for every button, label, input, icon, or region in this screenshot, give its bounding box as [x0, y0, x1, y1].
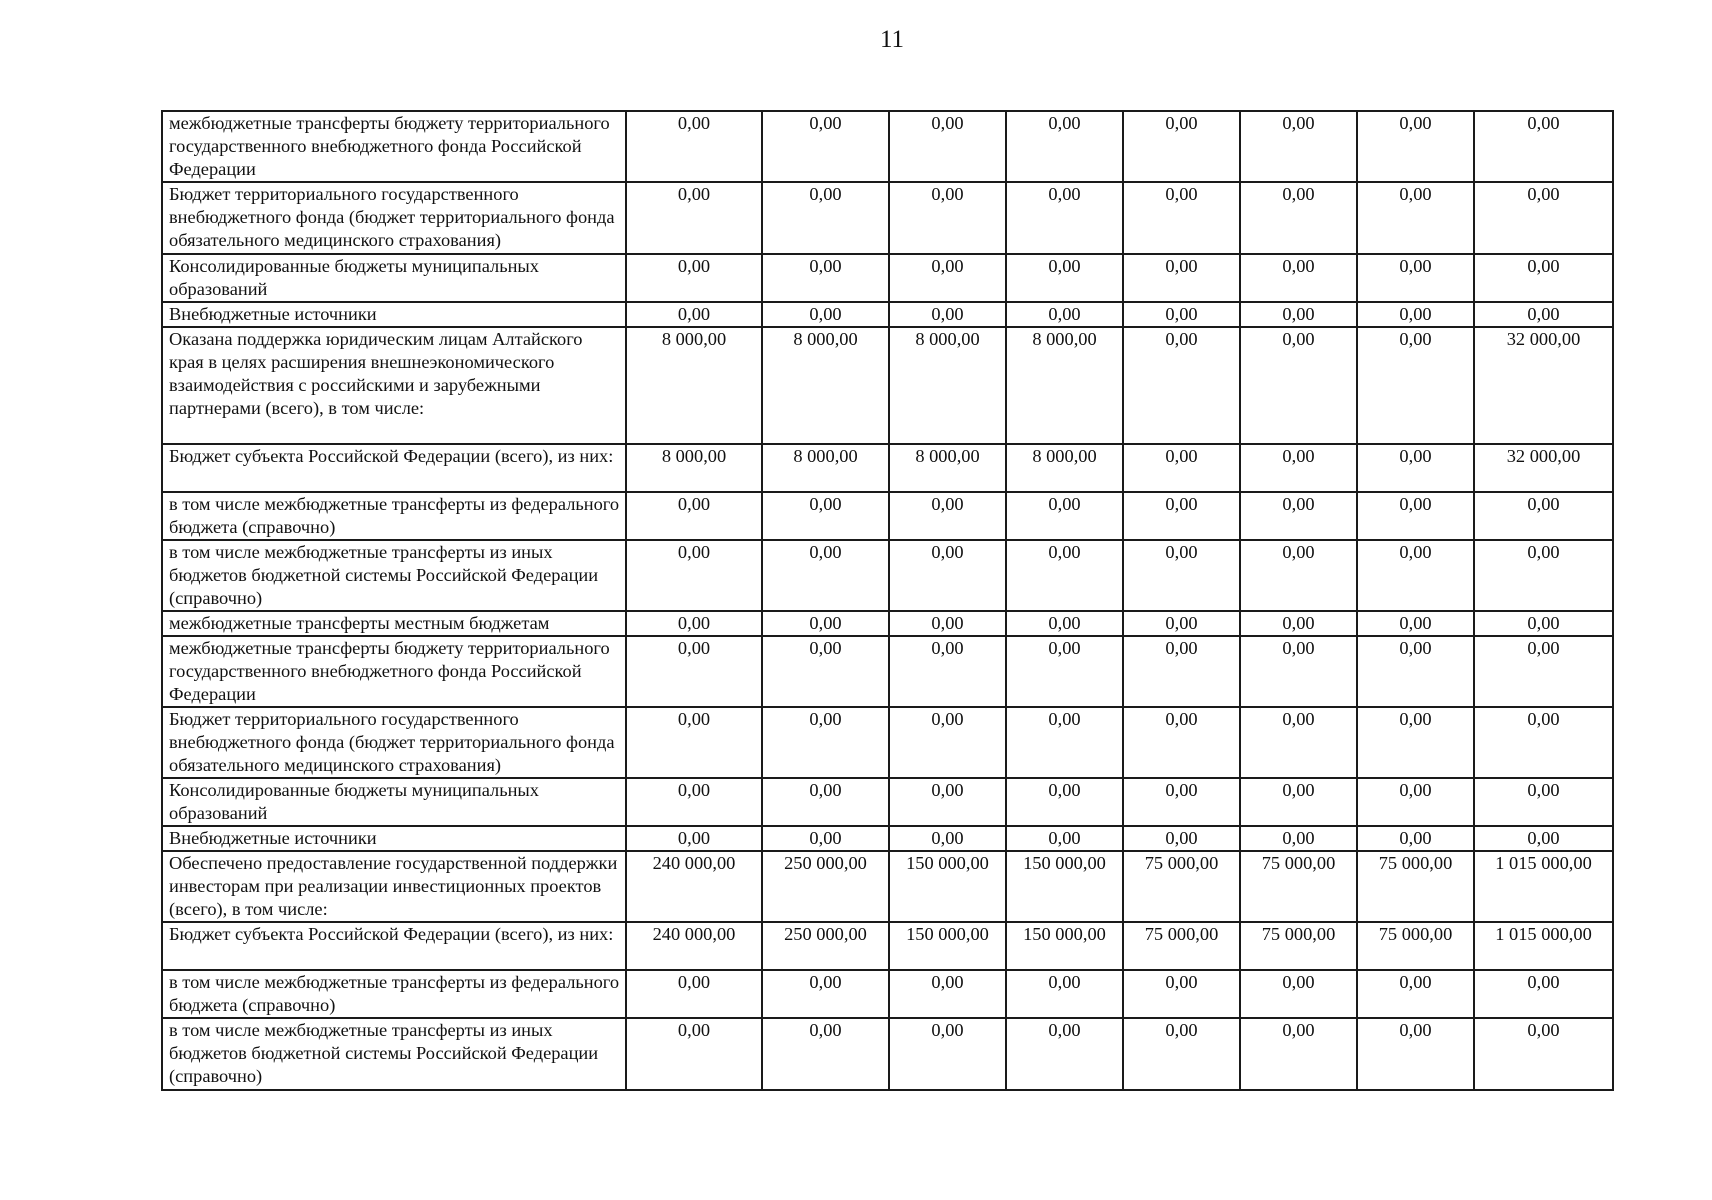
- table-row: [162, 540, 1613, 611]
- table-row: [162, 611, 1613, 636]
- value-cell: 0,00: [626, 492, 762, 540]
- row-label-cell: Внебюджетные источники: [162, 826, 626, 851]
- table-row: [162, 254, 1613, 302]
- table-row: [162, 1018, 1613, 1090]
- value-cell: 0,00: [1474, 182, 1613, 254]
- value-cell: 0,00: [1006, 636, 1123, 707]
- value-cell: 0,00: [1240, 182, 1357, 254]
- value-cell: 75 000,00: [1240, 922, 1357, 970]
- row-label-cell: в том числе межбюджетные трансферты из иных бюджетов бюджетной системы Российской Федерации (справочно): [162, 1018, 626, 1090]
- value-cell: 0,00: [762, 611, 889, 636]
- value-cell: 0,00: [1357, 611, 1474, 636]
- value-cell: 150 000,00: [1006, 851, 1123, 922]
- value-cell: 0,00: [1123, 1018, 1240, 1090]
- row-label-cell: в том числе межбюджетные трансферты из иных бюджетов бюджетной системы Российской Федерации (справочно): [162, 540, 626, 611]
- value-cell: 0,00: [626, 826, 762, 851]
- value-cell: 0,00: [1006, 540, 1123, 611]
- value-cell: 250 000,00: [762, 851, 889, 922]
- row-label-cell: межбюджетные трансферты местным бюджетам: [162, 611, 626, 636]
- page-number: 11: [879, 26, 905, 53]
- row-label-cell: Обеспечено предоставление государственной поддержки инвесторам при реализации инвестиционных проектов (всего), в том числе:: [162, 851, 626, 922]
- row-label-cell: межбюджетные трансферты бюджету территориального государственного внебюджетного фонда Российской Федерации: [162, 111, 626, 182]
- value-cell: 0,00: [1240, 254, 1357, 302]
- value-cell: 0,00: [1474, 707, 1613, 778]
- value-cell: 0,00: [626, 540, 762, 611]
- value-cell: 0,00: [1357, 636, 1474, 707]
- table-row: [162, 302, 1613, 327]
- value-cell: 0,00: [626, 611, 762, 636]
- value-cell: 0,00: [1240, 970, 1357, 1018]
- value-cell: 0,00: [889, 1018, 1006, 1090]
- value-cell: 0,00: [1123, 540, 1240, 611]
- value-cell: 0,00: [762, 970, 889, 1018]
- value-cell: 0,00: [1357, 182, 1474, 254]
- value-cell: 75 000,00: [1123, 851, 1240, 922]
- row-label-cell: Бюджет субъекта Российской Федерации (всего), из них:: [162, 922, 626, 970]
- value-cell: 0,00: [889, 826, 1006, 851]
- row-label-cell: Бюджет территориального государственного внебюджетного фонда (бюджет территориального фонда обязательного медицинского страхования): [162, 707, 626, 778]
- value-cell: 0,00: [1240, 1018, 1357, 1090]
- value-cell: 8 000,00: [762, 327, 889, 444]
- value-cell: 8 000,00: [1006, 444, 1123, 492]
- value-cell: 75 000,00: [1357, 851, 1474, 922]
- value-cell: 0,00: [1123, 111, 1240, 182]
- value-cell: 250 000,00: [762, 922, 889, 970]
- budget-table: [161, 110, 1614, 1091]
- value-cell: 0,00: [762, 254, 889, 302]
- value-cell: 0,00: [1357, 970, 1474, 1018]
- value-cell: 0,00: [1006, 182, 1123, 254]
- table-row: [162, 182, 1613, 254]
- table-row: [162, 970, 1613, 1018]
- value-cell: 0,00: [1357, 302, 1474, 327]
- value-cell: 0,00: [626, 1018, 762, 1090]
- row-label-cell: Оказана поддержка юридическим лицам Алтайского края в целях расширения внешнеэкономического взаимодействия с российскими и зарубежными партнерами (всего), в том числе:: [162, 327, 626, 444]
- value-cell: 0,00: [626, 970, 762, 1018]
- value-cell: 0,00: [1357, 540, 1474, 611]
- value-cell: 0,00: [1474, 636, 1613, 707]
- value-cell: 0,00: [762, 182, 889, 254]
- row-label-cell: в том числе межбюджетные трансферты из федерального бюджета (справочно): [162, 970, 626, 1018]
- value-cell: 0,00: [1357, 707, 1474, 778]
- value-cell: 0,00: [1474, 611, 1613, 636]
- value-cell: 0,00: [762, 1018, 889, 1090]
- value-cell: 0,00: [889, 611, 1006, 636]
- table-row: [162, 922, 1613, 970]
- value-cell: 0,00: [889, 636, 1006, 707]
- value-cell: 0,00: [1240, 611, 1357, 636]
- value-cell: 0,00: [762, 826, 889, 851]
- value-cell: 0,00: [626, 182, 762, 254]
- value-cell: 0,00: [1006, 611, 1123, 636]
- table-row: [162, 111, 1613, 182]
- value-cell: 150 000,00: [889, 851, 1006, 922]
- value-cell: 0,00: [1006, 970, 1123, 1018]
- value-cell: 0,00: [1006, 826, 1123, 851]
- value-cell: 0,00: [762, 302, 889, 327]
- value-cell: 0,00: [1240, 302, 1357, 327]
- value-cell: 0,00: [889, 492, 1006, 540]
- value-cell: 0,00: [1474, 970, 1613, 1018]
- value-cell: 8 000,00: [626, 327, 762, 444]
- value-cell: 0,00: [626, 778, 762, 826]
- value-cell: 0,00: [889, 778, 1006, 826]
- value-cell: 0,00: [1006, 254, 1123, 302]
- row-label-cell: межбюджетные трансферты бюджету территориального государственного внебюджетного фонда Российской Федерации: [162, 636, 626, 707]
- value-cell: 0,00: [1474, 778, 1613, 826]
- value-cell: 0,00: [1123, 302, 1240, 327]
- value-cell: 0,00: [1240, 327, 1357, 444]
- value-cell: 0,00: [1123, 636, 1240, 707]
- value-cell: 0,00: [1240, 778, 1357, 826]
- value-cell: 0,00: [1006, 492, 1123, 540]
- value-cell: 0,00: [889, 182, 1006, 254]
- value-cell: 32 000,00: [1474, 327, 1613, 444]
- value-cell: 0,00: [762, 707, 889, 778]
- value-cell: 0,00: [1357, 778, 1474, 826]
- row-label-cell: Консолидированные бюджеты муниципальных образований: [162, 778, 626, 826]
- value-cell: 240 000,00: [626, 922, 762, 970]
- value-cell: 0,00: [626, 636, 762, 707]
- value-cell: 150 000,00: [889, 922, 1006, 970]
- value-cell: 0,00: [762, 492, 889, 540]
- value-cell: 0,00: [626, 254, 762, 302]
- value-cell: 0,00: [889, 707, 1006, 778]
- value-cell: 0,00: [1123, 611, 1240, 636]
- value-cell: 0,00: [626, 302, 762, 327]
- value-cell: 75 000,00: [1123, 922, 1240, 970]
- value-cell: 0,00: [1240, 636, 1357, 707]
- value-cell: 0,00: [1474, 492, 1613, 540]
- value-cell: 0,00: [1240, 540, 1357, 611]
- value-cell: 0,00: [1474, 1018, 1613, 1090]
- table-row: [162, 327, 1613, 444]
- value-cell: 0,00: [1240, 111, 1357, 182]
- value-cell: 0,00: [1357, 492, 1474, 540]
- value-cell: 75 000,00: [1357, 922, 1474, 970]
- value-cell: 0,00: [1123, 970, 1240, 1018]
- table-row: [162, 851, 1613, 922]
- table-row: [162, 444, 1613, 492]
- value-cell: 0,00: [1006, 111, 1123, 182]
- value-cell: 8 000,00: [889, 444, 1006, 492]
- value-cell: 0,00: [1123, 707, 1240, 778]
- value-cell: 0,00: [889, 970, 1006, 1018]
- value-cell: 32 000,00: [1474, 444, 1613, 492]
- value-cell: 0,00: [1240, 826, 1357, 851]
- row-label-cell: Консолидированные бюджеты муниципальных образований: [162, 254, 626, 302]
- value-cell: 0,00: [1123, 444, 1240, 492]
- value-cell: 75 000,00: [1240, 851, 1357, 922]
- value-cell: 0,00: [1123, 327, 1240, 444]
- value-cell: 0,00: [1240, 707, 1357, 778]
- value-cell: 1 015 000,00: [1474, 922, 1613, 970]
- value-cell: 0,00: [762, 540, 889, 611]
- value-cell: 0,00: [1474, 302, 1613, 327]
- value-cell: 0,00: [1006, 302, 1123, 327]
- table-row: [162, 636, 1613, 707]
- value-cell: 0,00: [1123, 778, 1240, 826]
- value-cell: 0,00: [1474, 540, 1613, 611]
- value-cell: 0,00: [1006, 1018, 1123, 1090]
- value-cell: 240 000,00: [626, 851, 762, 922]
- table-row: [162, 707, 1613, 778]
- value-cell: 0,00: [1357, 254, 1474, 302]
- value-cell: 0,00: [1474, 254, 1613, 302]
- value-cell: 0,00: [762, 111, 889, 182]
- table-row: [162, 492, 1613, 540]
- value-cell: 8 000,00: [889, 327, 1006, 444]
- value-cell: 0,00: [1240, 492, 1357, 540]
- value-cell: 0,00: [1357, 327, 1474, 444]
- value-cell: 0,00: [1357, 826, 1474, 851]
- value-cell: 0,00: [1474, 826, 1613, 851]
- row-label-cell: Бюджет субъекта Российской Федерации (всего), из них:: [162, 444, 626, 492]
- value-cell: 0,00: [1123, 492, 1240, 540]
- value-cell: 0,00: [1474, 111, 1613, 182]
- value-cell: 8 000,00: [762, 444, 889, 492]
- value-cell: 0,00: [1240, 444, 1357, 492]
- value-cell: 0,00: [762, 636, 889, 707]
- value-cell: 0,00: [1006, 707, 1123, 778]
- row-label-cell: Внебюджетные источники: [162, 302, 626, 327]
- value-cell: 0,00: [1123, 254, 1240, 302]
- row-label-cell: Бюджет территориального государственного внебюджетного фонда (бюджет территориального фонда обязательного медицинского страхования): [162, 182, 626, 254]
- value-cell: 8 000,00: [1006, 327, 1123, 444]
- value-cell: 0,00: [1357, 444, 1474, 492]
- table-row: [162, 826, 1613, 851]
- table-row: [162, 778, 1613, 826]
- value-cell: 1 015 000,00: [1474, 851, 1613, 922]
- value-cell: 0,00: [889, 540, 1006, 611]
- value-cell: 8 000,00: [626, 444, 762, 492]
- value-cell: 0,00: [626, 707, 762, 778]
- row-label-cell: в том числе межбюджетные трансферты из федерального бюджета (справочно): [162, 492, 626, 540]
- value-cell: 0,00: [1123, 182, 1240, 254]
- value-cell: 150 000,00: [1006, 922, 1123, 970]
- value-cell: 0,00: [1357, 1018, 1474, 1090]
- value-cell: 0,00: [1123, 826, 1240, 851]
- value-cell: 0,00: [889, 302, 1006, 327]
- value-cell: 0,00: [889, 254, 1006, 302]
- value-cell: 0,00: [1357, 111, 1474, 182]
- value-cell: 0,00: [889, 111, 1006, 182]
- value-cell: 0,00: [762, 778, 889, 826]
- value-cell: 0,00: [626, 111, 762, 182]
- value-cell: 0,00: [1006, 778, 1123, 826]
